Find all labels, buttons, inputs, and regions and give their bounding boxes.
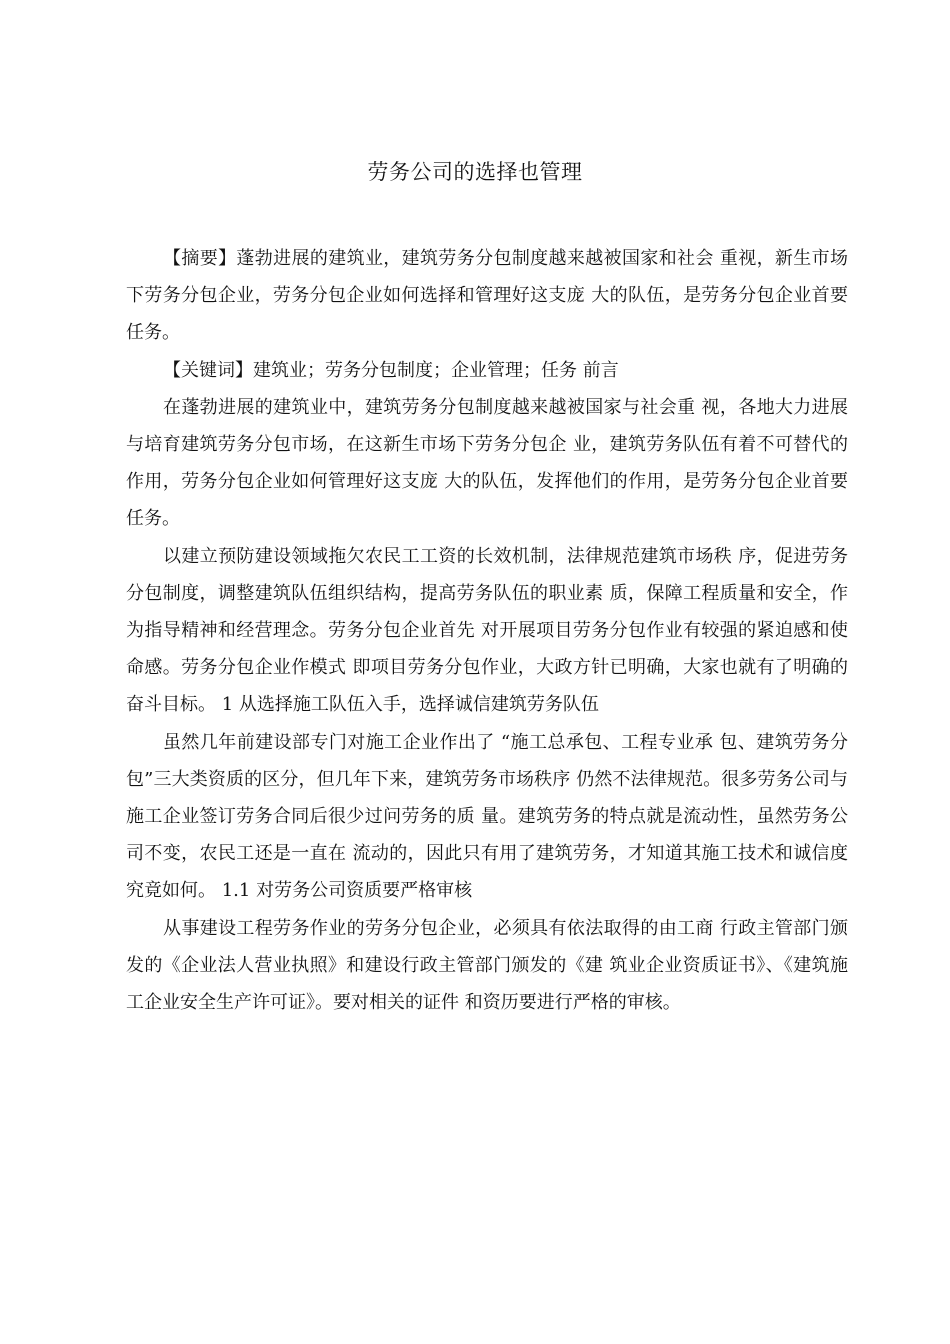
- document-body: [126, 240, 848, 1021]
- keywords-paragraph: 【关键词】建筑业；劳务分包制度；企业管理；任务 前言: [163, 359, 619, 381]
- body-paragraph: 以建立预防建设领域拖欠农民工工资的长效机制，法律规范建筑市场秩 序，促进劳务分包制度，调整建筑队伍组织结构，提高劳务队伍的职业素 质，保障工程质量和安全，作为指导精神和经营理念。劳务分包企业首先 对开展项目劳务分包作业有较强的紧迫感和使命感。劳务分包企业作模式 即项目劳务分包作业，大政方针已明确，大家也就有了明确的奋斗目标。 1 从选择施工队伍入手，选择诚信建筑劳务队伍: [126, 545, 848, 716]
- body-paragraph: 在蓬勃进展的建筑业中，建筑劳务分包制度越来越被国家与社会重 视，各地大力进展与培育建筑劳务分包市场，在这新生市场下劳务分包企 业，建筑劳务队伍有着不可替代的作用，劳务分包企业如何管理好这支庞 大的队伍，发挥他们的作用，是劳务分包企业首要任务。: [126, 396, 848, 530]
- body-paragraph: 虽然几年前建设部专门对施工企业作出了 “施工总承包、工程专业承 包、建筑劳务分包”三大类资质的区分，但几年下来，建筑劳务市场秩序 仍然不法律规范。很多劳务公司与施工企业签订劳务合同后很少过问劳务的质 量。建筑劳务的特点就是流动性，虽然劳务公司不变，农民工还是一直在 流动的，因此只有用了建筑劳务，才知道其施工技术和诚信度究竟如何。 1.1 对劳务公司资质要严格审核: [126, 731, 848, 902]
- document-title: 劳务公司的选择也管理: [367, 160, 583, 184]
- body-paragraph: 从事建设工程劳务作业的劳务分包企业，必须具有依法取得的由工商 行政主管部门颁发的《企业法人营业执照》和建设行政主管部门颁发的《建 筑业企业资质证书》、《建筑施工企业安全生产许可证》。要对相关的证件 和资历要进行严格的审核。: [126, 917, 848, 1014]
- abstract-paragraph: 【摘要】蓬勃进展的建筑业，建筑劳务分包制度越来越被国家和社会 重视，新生市场下劳务分包企业，劳务分包企业如何选择和管理好这支庞 大的队伍，是劳务分包企业首要任务。: [126, 248, 848, 344]
